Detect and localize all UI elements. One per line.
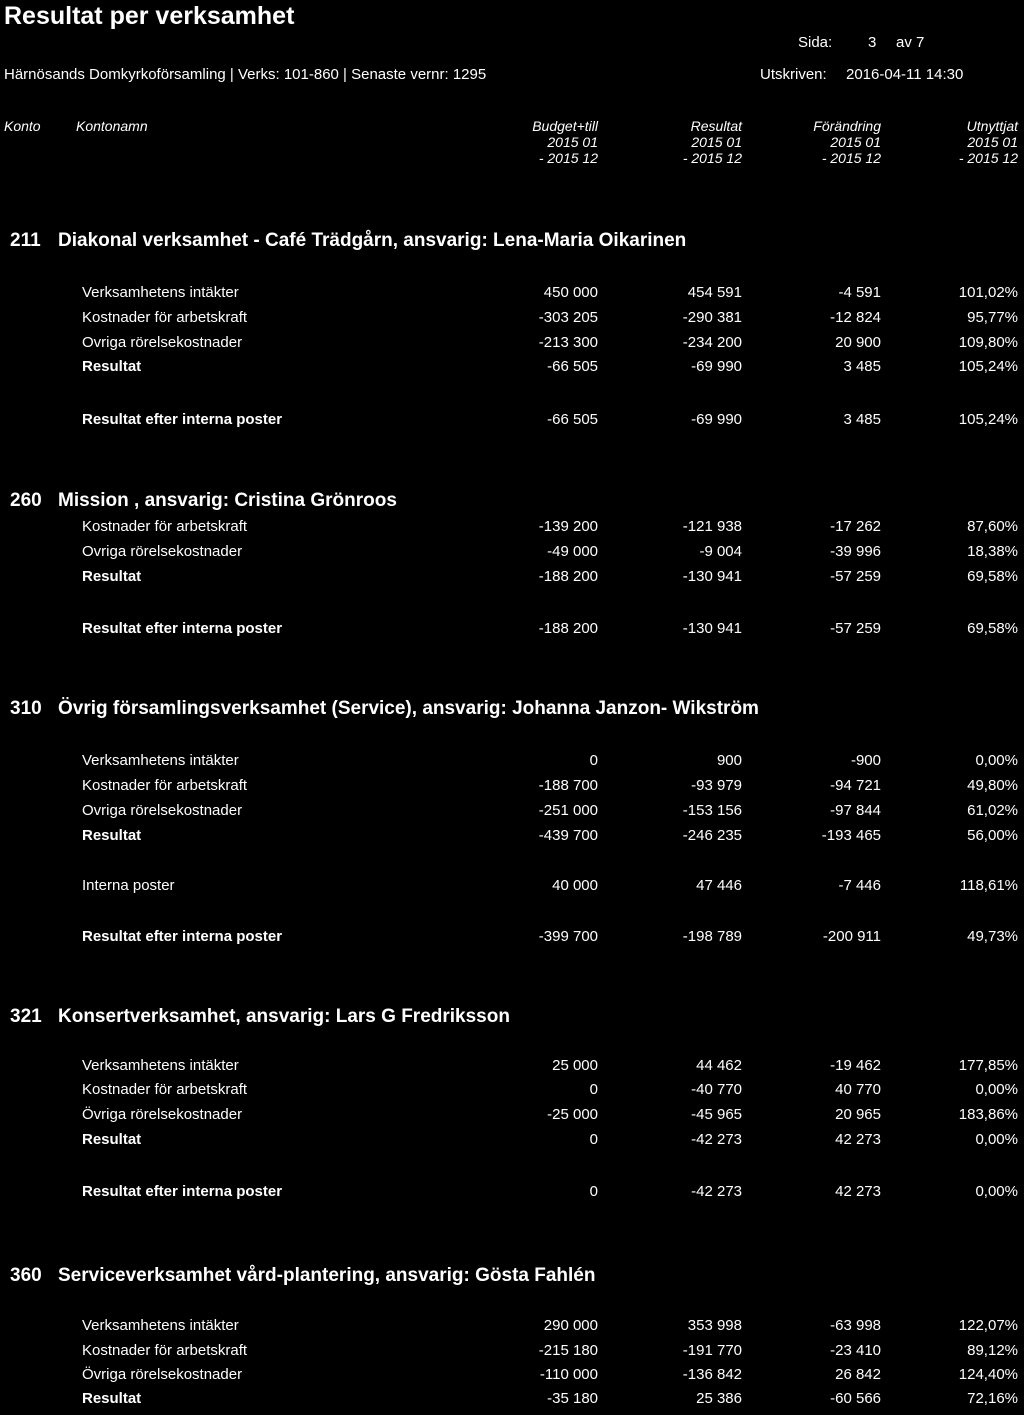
cell-forandring: 26 842	[835, 1366, 881, 1383]
cell-budget: -213 300	[538, 334, 598, 351]
cell-resultat: 44 462	[696, 1057, 742, 1074]
section-heading: Mission , ansvarig: Cristina Grönroos	[58, 490, 397, 511]
cell-budget: -110 000	[539, 1366, 598, 1383]
section-heading: Övrig församlingsverksamhet (Service), ansvarig: Johanna Janzon- Wikström	[58, 698, 759, 719]
cell-forandring: -4 591	[838, 284, 881, 301]
cell-budget: -188 700	[538, 777, 598, 794]
row-label: Kostnader för arbetskraft	[82, 309, 248, 326]
column-header-utnyttjat	[898, 118, 1018, 166]
table-row	[0, 1366, 1024, 1391]
column-header-forandring-line2: 2015 01	[830, 134, 881, 150]
cell-resultat: -45 965	[691, 1106, 742, 1123]
row-label: Resultat	[82, 358, 142, 375]
table-row	[0, 334, 1024, 359]
column-header-utnyttjat-line2: 2015 01	[967, 134, 1018, 150]
cell-utnyttjat: 18,38%	[967, 543, 1018, 560]
cell-forandring: -60 566	[830, 1390, 881, 1407]
cell-utnyttjat: 0,00%	[975, 1183, 1018, 1200]
section-number: 211	[10, 230, 41, 251]
row-label: Verksamhetens intäkter	[82, 1317, 239, 1334]
cell-utnyttjat: 89,12%	[967, 1342, 1018, 1359]
row-label: Kostnader för arbetskraft	[82, 777, 248, 794]
cell-budget: 40 000	[552, 877, 598, 894]
row-label: Verksamhetens intäkter	[82, 1057, 239, 1074]
row-label: Övriga rörelsekostnader	[82, 1366, 243, 1383]
cell-utnyttjat: 0,00%	[975, 1081, 1018, 1098]
section-title-211	[10, 230, 686, 252]
row-label: Ovriga rörelsekostnader	[82, 802, 243, 819]
cell-resultat: -42 273	[691, 1183, 742, 1200]
table-row-resultat	[0, 568, 1024, 593]
table-row-resultat-efter	[0, 928, 1024, 953]
cell-budget: 0	[589, 752, 598, 769]
cell-forandring: 20 900	[835, 334, 881, 351]
cell-utnyttjat: 0,00%	[975, 752, 1018, 769]
cell-forandring: -63 998	[830, 1317, 881, 1334]
page-title: Resultat per verksamhet	[4, 2, 295, 30]
table-row	[0, 777, 1024, 802]
table-row-resultat-efter	[0, 1183, 1024, 1208]
cell-forandring: -193 465	[821, 827, 881, 844]
table-row	[0, 309, 1024, 334]
cell-utnyttjat: 69,58%	[967, 620, 1018, 637]
table-row-resultat	[0, 1131, 1024, 1156]
cell-utnyttjat: 56,00%	[967, 827, 1018, 844]
section-number: 360	[10, 1265, 42, 1286]
cell-forandring: -17 262	[830, 518, 881, 535]
cell-budget: -215 180	[538, 1342, 598, 1359]
cell-resultat: -69 990	[691, 411, 742, 428]
row-label: Interna poster	[82, 877, 175, 894]
cell-budget: -399 700	[538, 928, 598, 945]
printed-label: Utskriven:	[760, 66, 827, 83]
cell-budget: 450 000	[543, 284, 598, 301]
table-row	[0, 1342, 1024, 1367]
cell-budget: 0	[589, 1081, 598, 1098]
table-row	[0, 518, 1024, 543]
table-row	[0, 1317, 1024, 1342]
cell-resultat: 900	[716, 752, 742, 769]
cell-budget: -66 505	[547, 358, 598, 375]
cell-utnyttjat: 0,00%	[975, 1131, 1018, 1148]
cell-resultat: -130 941	[682, 620, 742, 637]
column-header-utnyttjat-line3: - 2015 12	[958, 150, 1018, 166]
cell-forandring: -57 259	[830, 568, 881, 585]
cell-utnyttjat: 69,58%	[967, 568, 1018, 585]
table-row-resultat	[0, 1390, 1024, 1415]
cell-resultat: -198 789	[682, 928, 742, 945]
column-header-forandring	[761, 118, 881, 166]
table-row	[0, 543, 1024, 568]
cell-budget: -188 200	[538, 568, 598, 585]
cell-resultat: -153 156	[682, 802, 742, 819]
cell-utnyttjat: 124,40%	[958, 1366, 1018, 1383]
cell-budget: -139 200	[538, 518, 598, 535]
cell-utnyttjat: 87,60%	[967, 518, 1018, 535]
cell-resultat: -246 235	[682, 827, 742, 844]
row-label: Ovriga rörelsekostnader	[82, 543, 243, 560]
page-number: 3	[868, 34, 877, 51]
column-header-budget-line1: Budget+till	[532, 118, 598, 134]
row-label: Ovriga rörelsekostnader	[82, 334, 243, 351]
cell-utnyttjat: 109,80%	[958, 334, 1018, 351]
table-row-resultat	[0, 827, 1024, 852]
column-header-resultat-line3: - 2015 12	[682, 150, 742, 166]
table-row-resultat-efter	[0, 411, 1024, 436]
column-header-budget	[478, 118, 598, 166]
section-title-321	[10, 1006, 510, 1028]
cell-resultat: -93 979	[691, 777, 742, 794]
cell-resultat: -69 990	[691, 358, 742, 375]
cell-utnyttjat: 105,24%	[958, 411, 1018, 428]
table-row	[0, 752, 1024, 777]
column-header-resultat	[622, 118, 742, 166]
section-title-310	[10, 698, 759, 720]
table-row	[0, 802, 1024, 827]
cell-forandring: -39 996	[830, 543, 881, 560]
section-title-360	[10, 1265, 595, 1287]
cell-utnyttjat: 122,07%	[958, 1317, 1018, 1334]
cell-utnyttjat: 101,02%	[958, 284, 1018, 301]
table-row-resultat-efter	[0, 620, 1024, 645]
column-header-resultat-line2: 2015 01	[691, 134, 742, 150]
cell-utnyttjat: 105,24%	[958, 358, 1018, 375]
cell-forandring: -200 911	[822, 928, 881, 945]
cell-utnyttjat: 49,80%	[967, 777, 1018, 794]
column-header-utnyttjat-line1: Utnyttjat	[966, 118, 1018, 134]
page-of: av 7	[896, 34, 925, 51]
section-heading: Serviceverksamhet vård-plantering, ansvarig: Gösta Fahlén	[58, 1265, 596, 1286]
cell-forandring: 3 485	[843, 411, 881, 428]
cell-forandring: -57 259	[830, 620, 881, 637]
cell-budget: -25 000	[547, 1106, 598, 1123]
row-label: Resultat	[82, 568, 142, 585]
cell-forandring: 3 485	[843, 358, 881, 375]
table-row	[0, 1057, 1024, 1082]
section-number: 310	[10, 698, 42, 719]
section-title-260	[10, 490, 397, 512]
row-label: Resultat efter interna poster	[82, 928, 283, 945]
cell-resultat: -290 381	[682, 309, 742, 326]
cell-utnyttjat: 177,85%	[958, 1057, 1018, 1074]
column-header-resultat-line1: Resultat	[690, 118, 742, 134]
cell-budget: -251 000	[538, 802, 598, 819]
cell-utnyttjat: 49,73%	[967, 928, 1018, 945]
column-header-budget-line3: - 2015 12	[538, 150, 598, 166]
cell-utnyttjat: 118,61%	[959, 877, 1018, 894]
cell-resultat: -136 842	[682, 1366, 742, 1383]
row-label: Resultat	[82, 1390, 142, 1407]
printed-value: 2016-04-11 14:30	[846, 66, 964, 83]
table-row	[0, 1106, 1024, 1131]
cell-utnyttjat: 72,16%	[967, 1390, 1018, 1407]
section-number: 321	[10, 1006, 42, 1027]
cell-budget: 290 000	[543, 1317, 598, 1334]
cell-budget: -439 700	[538, 827, 598, 844]
row-label: Kostnader för arbetskraft	[82, 1342, 248, 1359]
column-header-konto: Konto	[4, 118, 41, 134]
cell-budget: -35 180	[547, 1390, 598, 1407]
section-heading: Konsertverksamhet, ansvarig: Lars G Fredriksson	[58, 1006, 510, 1027]
page-label: Sida:	[798, 34, 833, 51]
cell-budget: 0	[589, 1131, 598, 1148]
cell-budget: 0	[589, 1183, 598, 1200]
cell-budget: -66 505	[547, 411, 598, 428]
cell-resultat: -234 200	[682, 334, 742, 351]
cell-resultat: 47 446	[696, 877, 742, 894]
cell-resultat: -9 004	[699, 543, 742, 560]
org-line: Härnösands Domkyrkoförsamling | Verks: 101-860 | Senaste vernr: 1295	[4, 66, 487, 83]
cell-resultat: 454 591	[687, 284, 742, 301]
row-label: Resultat	[82, 1131, 142, 1148]
column-header-forandring-line1: Förändring	[813, 118, 881, 134]
cell-forandring: -12 824	[830, 309, 881, 326]
cell-forandring: 20 965	[835, 1106, 881, 1123]
row-label: Resultat efter interna poster	[82, 620, 283, 637]
cell-forandring: -900	[850, 752, 881, 769]
cell-utnyttjat: 61,02%	[967, 802, 1018, 819]
cell-forandring: -7 446	[838, 877, 881, 894]
cell-forandring: 42 273	[835, 1183, 881, 1200]
cell-resultat: -121 938	[682, 518, 742, 535]
cell-budget: -303 205	[538, 309, 598, 326]
cell-resultat: -42 273	[691, 1131, 742, 1148]
cell-budget: -49 000	[547, 543, 598, 560]
cell-resultat: -130 941	[682, 568, 742, 585]
cell-forandring: -23 410	[830, 1342, 881, 1359]
cell-resultat: -40 770	[691, 1081, 742, 1098]
section-heading: Diakonal verksamhet - Café Trädgårn, ansvarig: Lena-Maria Oikarinen	[58, 230, 687, 251]
cell-resultat: -191 770	[682, 1342, 742, 1359]
table-row-interna	[0, 877, 1024, 902]
column-header-kontonamn: Kontonamn	[76, 118, 148, 134]
cell-forandring: -97 844	[830, 802, 881, 819]
cell-utnyttjat: 183,86%	[958, 1106, 1018, 1123]
cell-budget: 25 000	[552, 1057, 598, 1074]
row-label: Övriga rörelsekostnader	[82, 1106, 243, 1123]
column-header-budget-line2: 2015 01	[547, 134, 598, 150]
row-label: Kostnader för arbetskraft	[82, 1081, 248, 1098]
cell-forandring: -19 462	[830, 1057, 881, 1074]
column-header-forandring-line3: - 2015 12	[821, 150, 881, 166]
cell-resultat: 353 998	[687, 1317, 742, 1334]
row-label: Resultat efter interna poster	[82, 411, 283, 428]
cell-forandring: 42 273	[835, 1131, 881, 1148]
cell-budget: -188 200	[538, 620, 598, 637]
section-number: 260	[10, 490, 42, 511]
row-label: Resultat	[82, 827, 142, 844]
table-row	[0, 1081, 1024, 1106]
row-label: Kostnader för arbetskraft	[82, 518, 248, 535]
table-row	[0, 284, 1024, 309]
row-label: Verksamhetens intäkter	[82, 284, 239, 301]
row-label: Resultat efter interna poster	[82, 1183, 283, 1200]
cell-resultat: 25 386	[696, 1390, 742, 1407]
cell-forandring: 40 770	[835, 1081, 881, 1098]
table-row-resultat	[0, 358, 1024, 383]
cell-forandring: -94 721	[830, 777, 881, 794]
row-label: Verksamhetens intäkter	[82, 752, 239, 769]
cell-utnyttjat: 95,77%	[967, 309, 1018, 326]
